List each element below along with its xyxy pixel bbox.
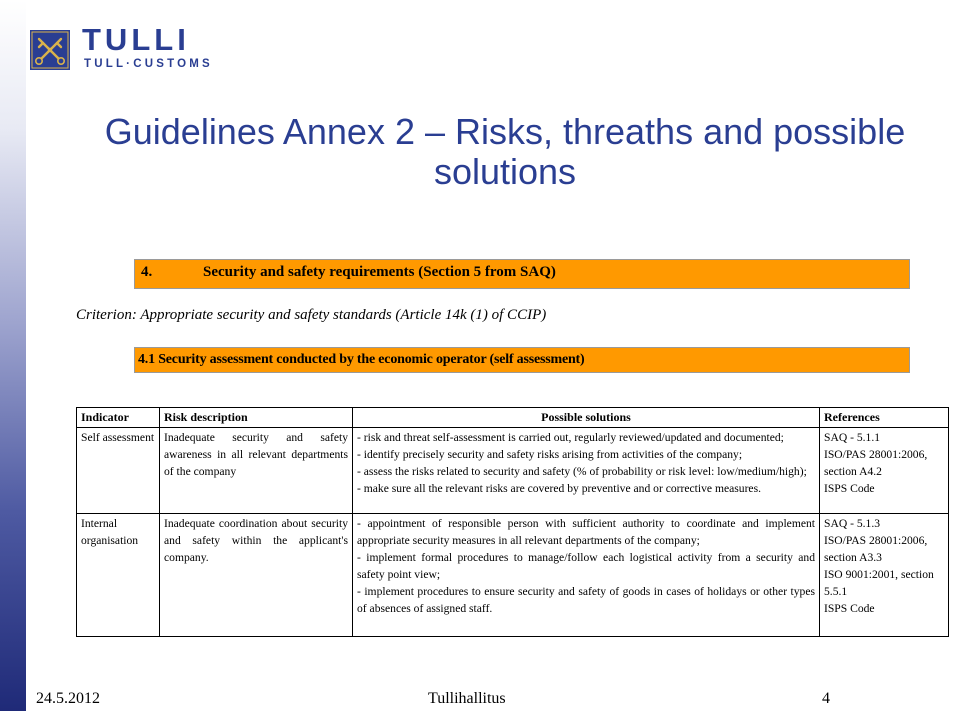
logo-wordmark: TULLI	[82, 22, 190, 57]
footer-organisation: Tullihallitus	[428, 690, 506, 707]
risk-table	[76, 407, 949, 637]
solution-item: - identify precisely security and safety risks arising from activities of the company;	[357, 448, 743, 461]
solutions-cell	[353, 428, 820, 514]
footer-date: 24.5.2012	[36, 690, 100, 707]
indicator-cell: Internal organisation	[77, 514, 160, 637]
solution-item: - assess the risks related to security and safety (% of probability or risk level: low/medium/high);	[357, 465, 807, 478]
crossed-keys-emblem-icon	[30, 30, 70, 70]
section-number: 4.	[141, 264, 153, 280]
solution-item: - implement formal procedures to manage/follow each logistical activity from a security and safety point view;	[357, 551, 815, 581]
reference-item: ISPS Code	[824, 602, 875, 615]
references-cell	[820, 514, 949, 637]
sidebar-gradient	[0, 0, 26, 711]
subsection-header-bar: 4.1 Security assessment conducted by the economic operator (self assessment)	[134, 347, 910, 373]
reference-item: ISO/PAS 28001:2006, section A3.3	[824, 534, 928, 564]
criterion-line: Criterion: Appropriate security and safety standards (Article 14k (1) of CCIP)	[76, 307, 547, 323]
table-row	[77, 428, 949, 514]
section-title: Security and safety requirements (Section 5 from SAQ)	[203, 264, 556, 280]
references-cell	[820, 428, 949, 514]
column-header: Risk description	[160, 408, 353, 428]
page-number: 4	[822, 690, 830, 707]
logo-subtitle: TULL·CUSTOMS	[84, 58, 213, 70]
solution-item: - risk and threat self-assessment is carried out, regularly reviewed/updated and documented;	[357, 431, 784, 444]
reference-item: SAQ - 5.1.1	[824, 431, 881, 444]
section-header-bar	[134, 259, 910, 289]
indicator-cell: Self assessment	[77, 428, 160, 514]
column-header: References	[820, 408, 949, 428]
solution-item: - appointment of responsible person with sufficient authority to coordinate and implement appropriate security measures in all relevant departments of the company;	[357, 517, 815, 547]
reference-item: ISO/PAS 28001:2006, section A4.2	[824, 448, 928, 478]
document-excerpt	[70, 255, 950, 640]
slide-title: Guidelines Annex 2 – Risks, threaths and possible solutions	[104, 111, 906, 192]
reference-item: SAQ - 5.1.3	[824, 517, 881, 530]
reference-item: ISO 9001:2001, section 5.5.1	[824, 568, 934, 598]
table-row	[77, 514, 949, 637]
risk-cell: Inadequate security and safety awareness in all relevant departments of the company	[160, 428, 353, 514]
solution-item: - implement procedures to ensure security and safety of goods in cases of holidays or other types of absences of assigned staff.	[357, 585, 815, 615]
risk-cell: Inadequate coordination about security and safety within the applicant's company.	[160, 514, 353, 637]
solutions-cell	[353, 514, 820, 637]
column-header: Indicator	[77, 408, 160, 428]
reference-item: ISPS Code	[824, 482, 875, 495]
solution-item: - make sure all the relevant risks are covered by preventive and or corrective measures.	[357, 482, 761, 495]
table-header-row	[77, 408, 949, 428]
column-header: Possible solutions	[353, 408, 820, 428]
